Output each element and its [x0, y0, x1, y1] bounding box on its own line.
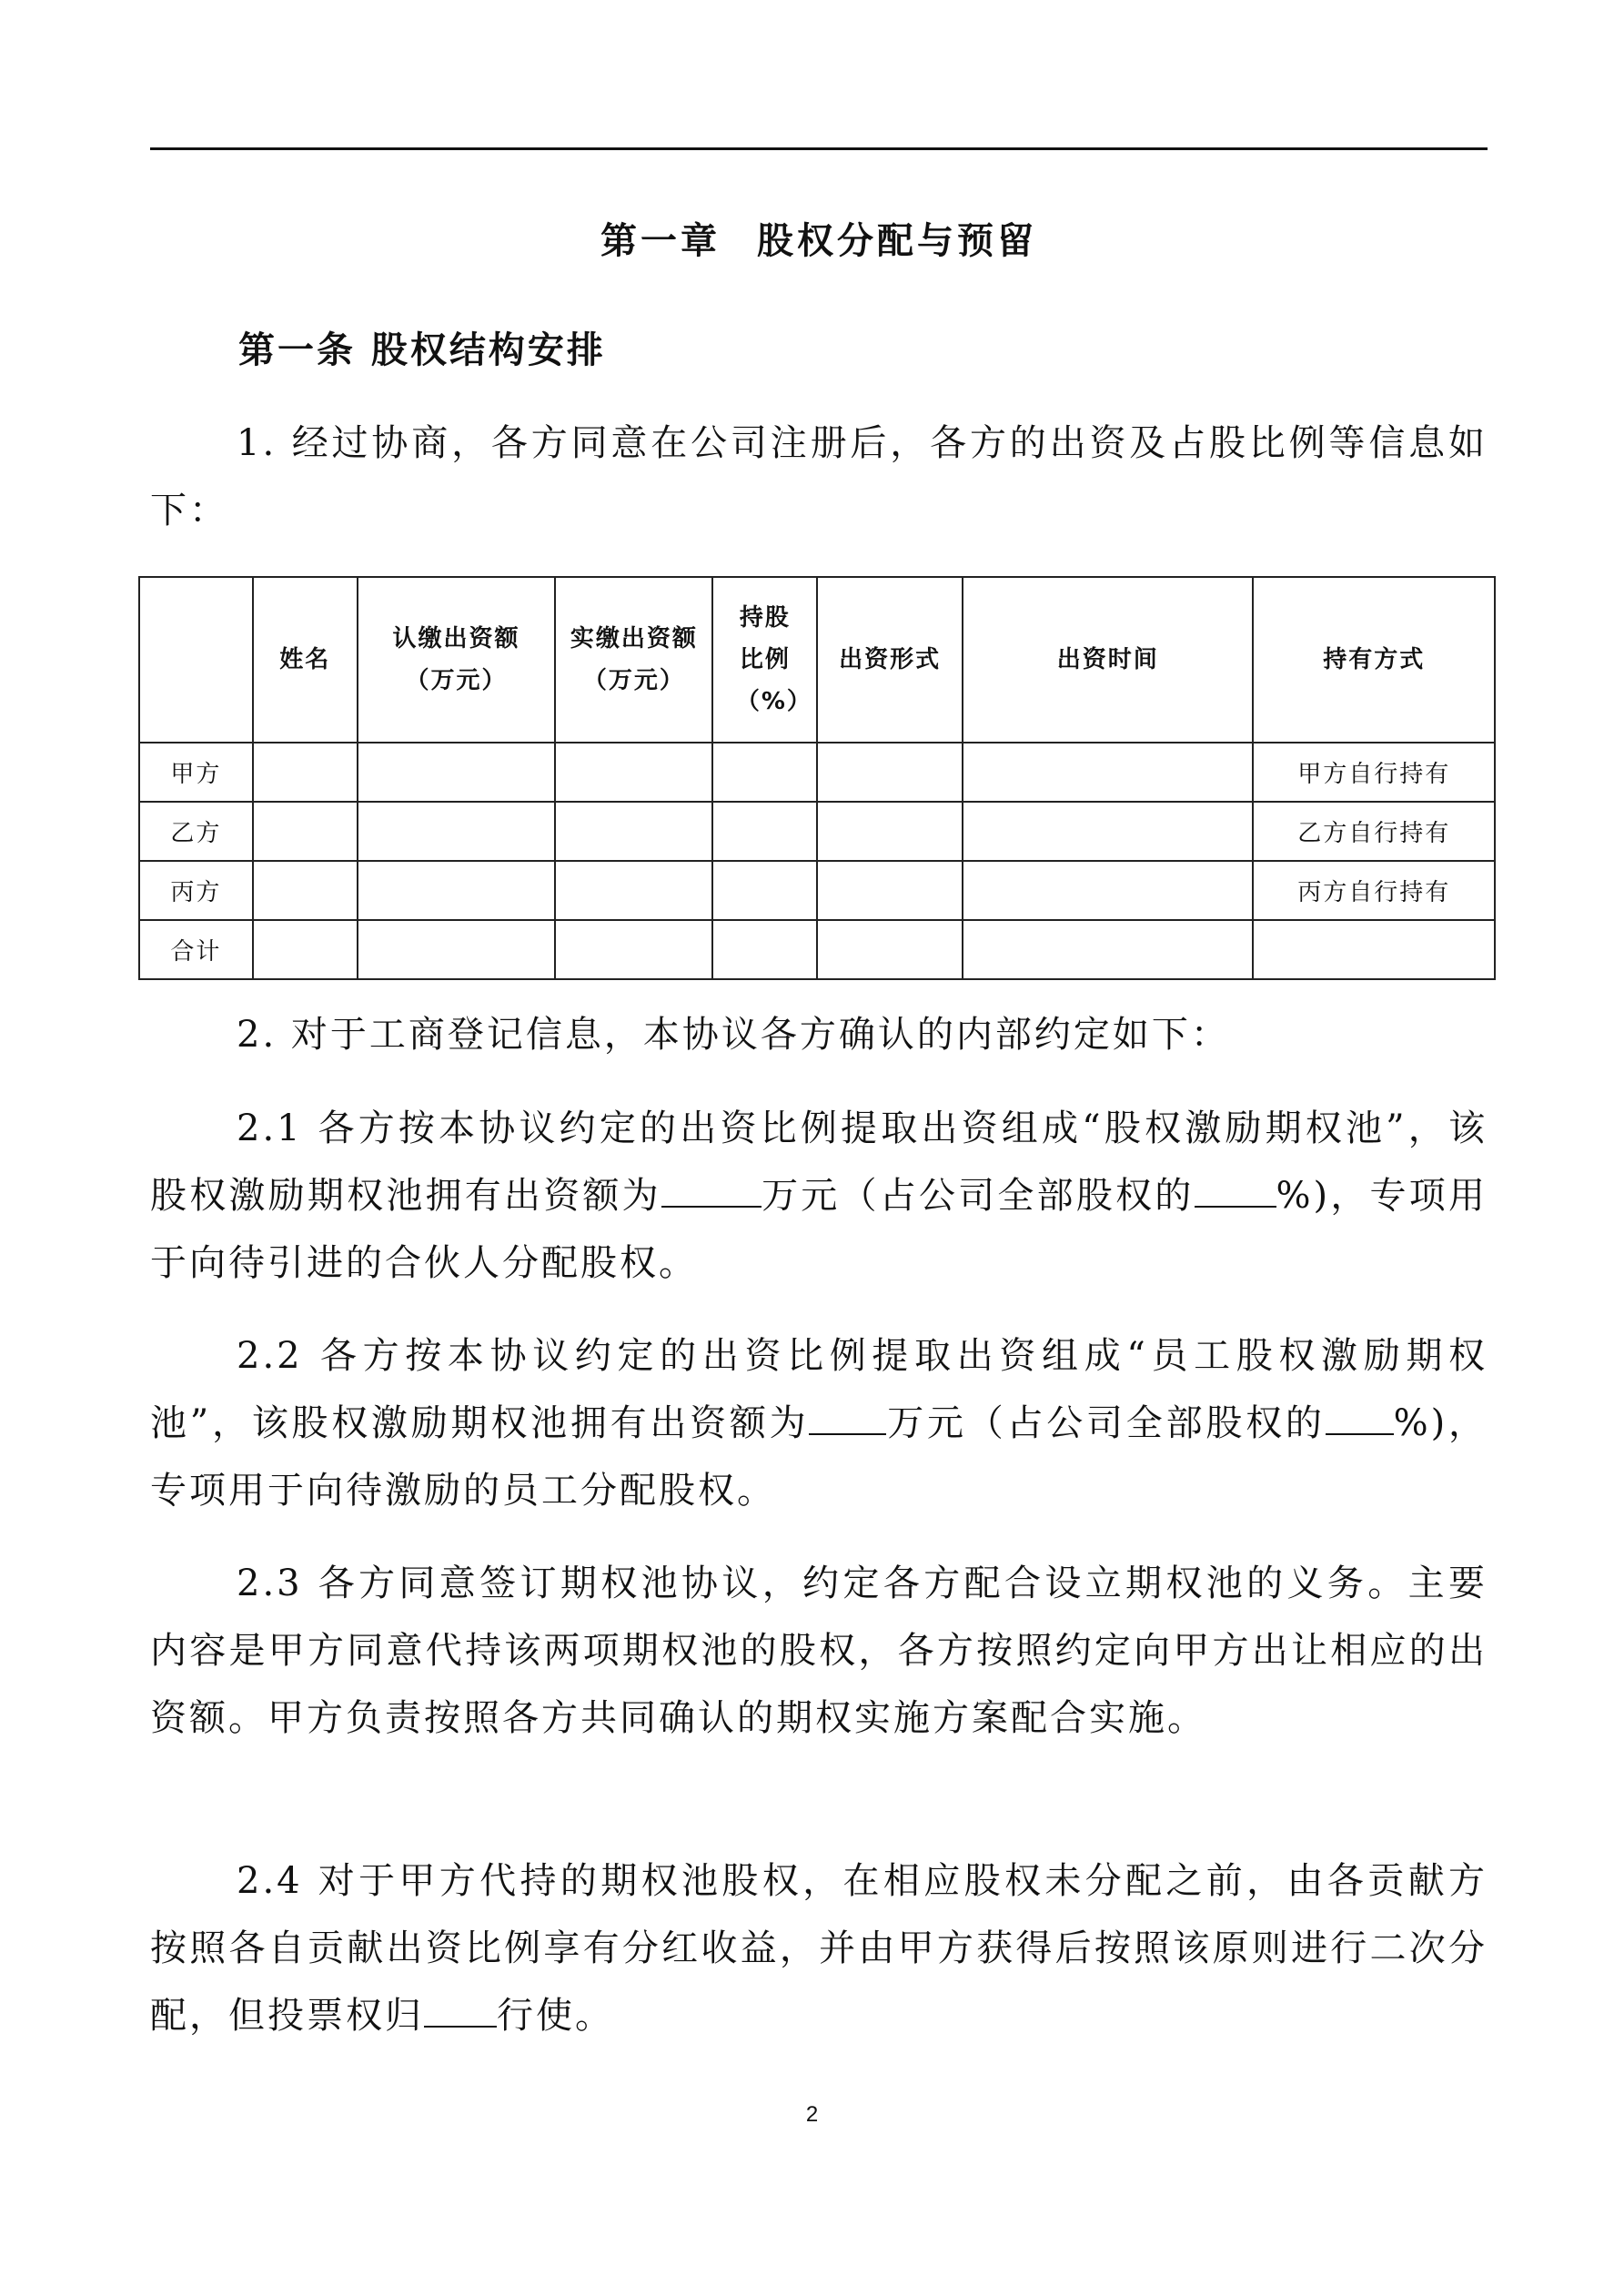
- chapter-number: 第一章: [600, 220, 721, 262]
- holding-cell: 丙方自行持有: [1253, 861, 1495, 920]
- paragraph-2-2: 2.2 各方按本协议约定的出资比例提取出资组成“员工股权激励期权池”，该股权激励期权池拥有出资额为 万元（占公司全部股权的 %)，专项用于向待激励的员工分配股权。: [150, 1335, 1488, 1512]
- table-row: [139, 920, 1495, 979]
- row-label: 丙方: [139, 861, 253, 920]
- header-name: 姓名: [253, 577, 358, 743]
- equity-table: [138, 576, 1496, 980]
- blank-amount: [661, 1169, 762, 1208]
- blank-percent: [1195, 1169, 1276, 1208]
- header-ratio: 持股比例（%）: [712, 577, 817, 743]
- chapter-heading: [150, 214, 1488, 268]
- blank-percent: [1326, 1397, 1394, 1435]
- holding-cell: 甲方自行持有: [1253, 743, 1495, 802]
- table-row: [139, 861, 1495, 920]
- article-title: 第一条 股权结构安排: [238, 329, 606, 371]
- blank-voting-holder: [424, 1989, 497, 2028]
- holding-cell: 乙方自行持有: [1253, 802, 1495, 861]
- paragraph-2-4: 2.4 对于甲方代持的期权池股权，在相应股权未分配之前，由各贡献方按照各自贡献出资比例享有分红收益，并由甲方获得后按照该原则进行二次分配，但投票权归 行使。: [150, 1860, 1488, 2037]
- paragraph-2-3: 2.3 各方同意签订期权池协议，约定各方配合设立期权池的义务。主要内容是甲方同意代持该两项期权池的股权，各方按照约定向甲方出让相应的出资额。甲方负责按照各方共同确认的期权实施方案配合实施。: [150, 1563, 1488, 1739]
- paragraph-2: 2. 对于工商登记信息，本协议各方确认的内部约定如下：: [237, 1014, 1230, 1056]
- header-subscribed: 认缴出资额（万元）: [358, 577, 556, 743]
- paragraph-2-1: 2.1 各方按本协议约定的出资比例提取出资组成“股权激励期权池”，该股权激励期权池拥有出资额为 万元（占公司全部股权的 %)，专项用于向待引进的合伙人分配股权。: [150, 1108, 1488, 1284]
- page-number: 2: [805, 2102, 819, 2127]
- header-rule: [150, 147, 1488, 150]
- table-header-row: [139, 577, 1495, 743]
- header-form: 出资形式: [817, 577, 963, 743]
- chapter-title: 股权分配与预留: [757, 220, 1037, 262]
- header-cell: [139, 577, 253, 743]
- paragraph-1: 1. 经过协商，各方同意在公司注册后，各方的出资及占股比例等信息如下：: [150, 422, 1488, 531]
- row-label: 甲方: [139, 743, 253, 802]
- header-paid: 实缴出资额（万元）: [555, 577, 712, 743]
- holding-cell: [1253, 920, 1495, 979]
- header-time: 出资时间: [963, 577, 1253, 743]
- blank-amount: [809, 1397, 886, 1435]
- row-label: 合计: [139, 920, 253, 979]
- table-row: [139, 802, 1495, 861]
- header-holding: 持有方式: [1253, 577, 1495, 743]
- row-label: 乙方: [139, 802, 253, 861]
- table-row: [139, 743, 1495, 802]
